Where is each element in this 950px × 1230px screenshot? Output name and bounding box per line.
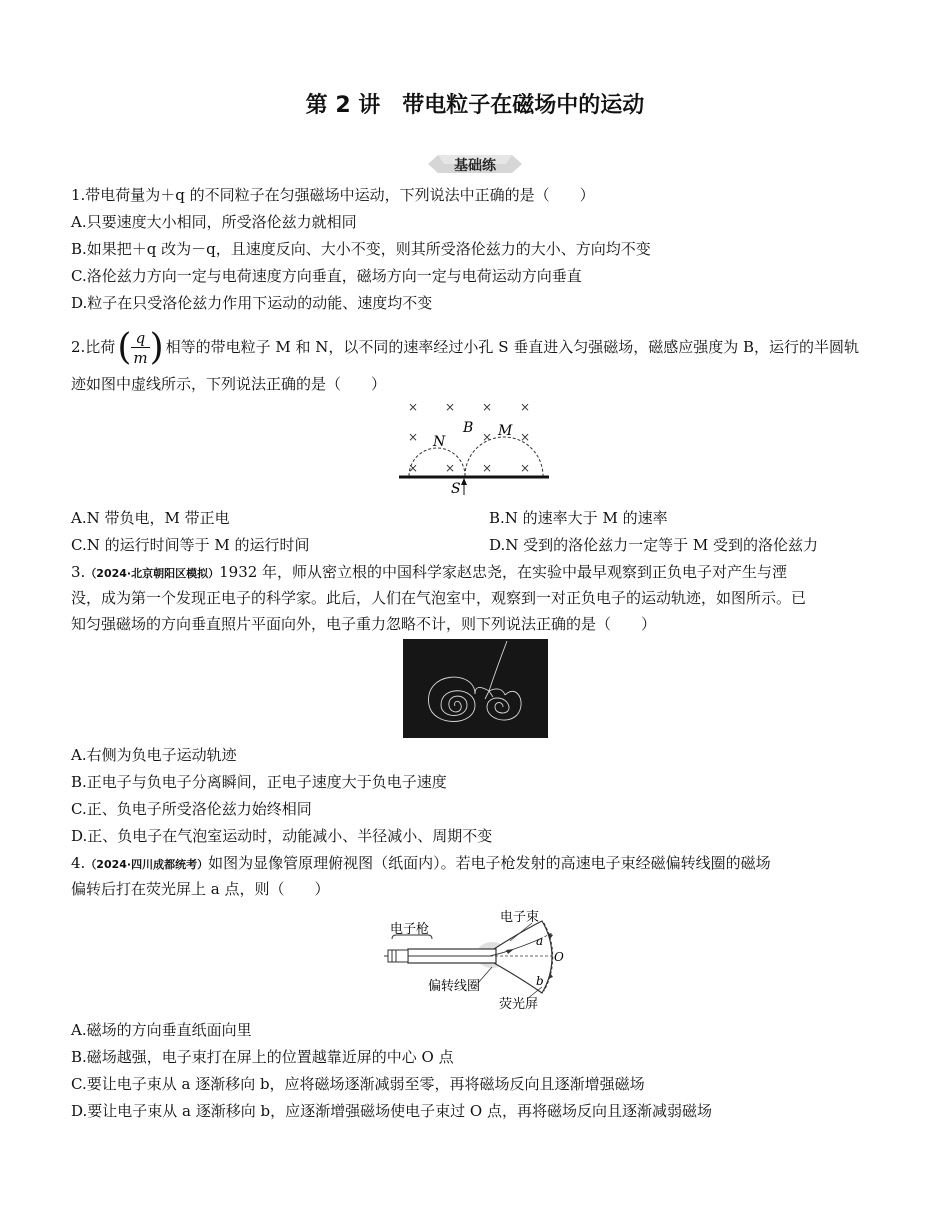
q3-stem-line3: 知匀强磁场的方向垂直照片平面向外，电子重力忽略不计，则下列说法正确的是（ ） bbox=[71, 615, 657, 633]
magnetic-field-trajectory-figure bbox=[395, 396, 555, 498]
q2-stem-lead: 2.比荷 bbox=[71, 338, 116, 356]
charge-mass-ratio: ( $\frac{q}{m}$ ) bbox=[117, 327, 164, 368]
label-point-b: b bbox=[536, 974, 544, 988]
q2-option-a: A.N 带负电，M 带正电 bbox=[71, 509, 230, 527]
q3-option-b: B.正电子与负电子分离瞬间，正电子速度大于负电子速度 bbox=[71, 773, 447, 791]
q1-option-c: C.洛伦兹力方向一定与电荷速度方向垂直，磁场方向一定与电荷运动方向垂直 bbox=[71, 267, 582, 285]
q4-option-b: B.磁场越强，电子束打在屏上的位置越靠近屏的中心 O 点 bbox=[71, 1048, 454, 1066]
q3-stem-line2: 没，成为第一个发现正电子的科学家。此后，人们在气泡室中，观察到一对正负电子的运动轨迹，如图所示。已 bbox=[71, 589, 807, 607]
svg-text:×: × bbox=[407, 430, 419, 444]
bubble-chamber-photo bbox=[403, 639, 548, 738]
page-title: 第 2 讲 带电粒子在磁场中的运动 bbox=[305, 93, 645, 118]
q2-stem bbox=[71, 328, 859, 368]
svg-text:×: × bbox=[481, 430, 493, 444]
q4-stem bbox=[71, 853, 771, 875]
q3-source: （2024·北京朝阳区模拟） bbox=[85, 567, 220, 580]
q2-stem-line2: 迹如图中虚线所示，下列说法正确的是（ ） bbox=[71, 375, 387, 393]
q4-source: （2024·四川成都统考） bbox=[85, 858, 209, 871]
entry-arrowhead bbox=[461, 478, 467, 485]
q1-stem: 1.带电荷量为＋q 的不同粒子在匀强磁场中运动，下列说法中正确的是（ ） bbox=[71, 186, 595, 204]
label-b: B bbox=[463, 420, 474, 436]
q4-option-a: A.磁场的方向垂直纸面向里 bbox=[71, 1021, 252, 1039]
label-point-o: O bbox=[554, 950, 564, 964]
q1-option-a: A.只要速度大小相同，所受洛伦兹力就相同 bbox=[71, 213, 357, 231]
q3-number: 3. bbox=[71, 563, 86, 581]
label-electron-gun: 电子枪 bbox=[390, 922, 430, 937]
q2-option-c: C.N 的运行时间等于 M 的运行时间 bbox=[71, 536, 310, 554]
q3-stem bbox=[71, 562, 787, 584]
q4-option-d: D.要让电子束从 a 逐渐移向 b，应逐渐增强磁场使电子束过 O 点，再将磁场反向且逐渐减弱磁场 bbox=[71, 1102, 712, 1120]
trajectory-m bbox=[465, 437, 543, 476]
q4-stem-1: 如图为显像管原理俯视图（纸面内）。若电子枪发射的高速电子束经磁偏转线圈的磁场 bbox=[208, 854, 771, 872]
label-electron-beam: 电子束 bbox=[500, 910, 540, 925]
q1-option-d: D.粒子在只受洛伦兹力作用下运动的动能、速度均不变 bbox=[71, 294, 433, 312]
svg-text:×: × bbox=[519, 400, 531, 414]
svg-text:×: × bbox=[519, 430, 531, 444]
svg-text:×: × bbox=[519, 461, 531, 475]
q4-stem-line2: 偏转后打在荧光屏上 a 点，则（ ） bbox=[71, 880, 330, 898]
label-n: N bbox=[433, 434, 446, 450]
svg-text:×: × bbox=[444, 461, 456, 475]
q3-option-c: C.正、负电子所受洛伦兹力始终相同 bbox=[71, 800, 312, 818]
section-badge bbox=[428, 153, 522, 175]
q3-option-d: D.正、负电子在气泡室运动时，动能减小、半径减小、周期不变 bbox=[71, 827, 493, 845]
q3-stem-1: 1932 年，师从密立根的中国科学家赵忠尧，在实验中最早观察到正负电子对产生与湮 bbox=[219, 563, 788, 581]
q3-option-a: A.右侧为负电子运动轨迹 bbox=[71, 746, 237, 764]
ratio-numerator: q bbox=[131, 329, 149, 348]
svg-text:×: × bbox=[444, 400, 456, 414]
label-point-a: a bbox=[536, 934, 544, 948]
label-m: M bbox=[498, 423, 513, 439]
label-deflection-coil: 偏转线圈 bbox=[428, 979, 481, 994]
badge-label: 基础练 bbox=[454, 158, 496, 174]
label-screen: 荧光屏 bbox=[499, 997, 539, 1012]
label-s: S bbox=[451, 481, 461, 497]
q1-option-b: B.如果把＋q 改为－q，且速度反向、大小不变，则其所受洛伦兹力的大小、方向均不变 bbox=[71, 240, 651, 258]
crt-diagram bbox=[382, 903, 582, 1015]
q2-stem-rest: 相等的带电粒子 M 和 N，以不同的速率经过小孔 S 垂直进入匀强磁场，磁感应强度为 B，运行的半圆轨 bbox=[165, 338, 860, 356]
svg-text:×: × bbox=[407, 400, 419, 414]
electron-gun-body bbox=[388, 950, 408, 962]
q4-number: 4. bbox=[71, 854, 86, 872]
q4-option-c: C.要让电子束从 a 逐渐移向 b，应将磁场逐渐减弱至零，再将磁场反向且逐渐增强磁场 bbox=[71, 1075, 645, 1093]
svg-text:×: × bbox=[481, 461, 493, 475]
svg-text:×: × bbox=[407, 461, 419, 475]
q2-option-b: B.N 的速率大于 M 的速率 bbox=[489, 509, 668, 527]
q2-option-d: D.N 受到的洛伦兹力一定等于 M 受到的洛伦兹力 bbox=[489, 536, 819, 554]
ratio-denominator: m bbox=[133, 348, 148, 367]
svg-text:×: × bbox=[481, 400, 493, 414]
